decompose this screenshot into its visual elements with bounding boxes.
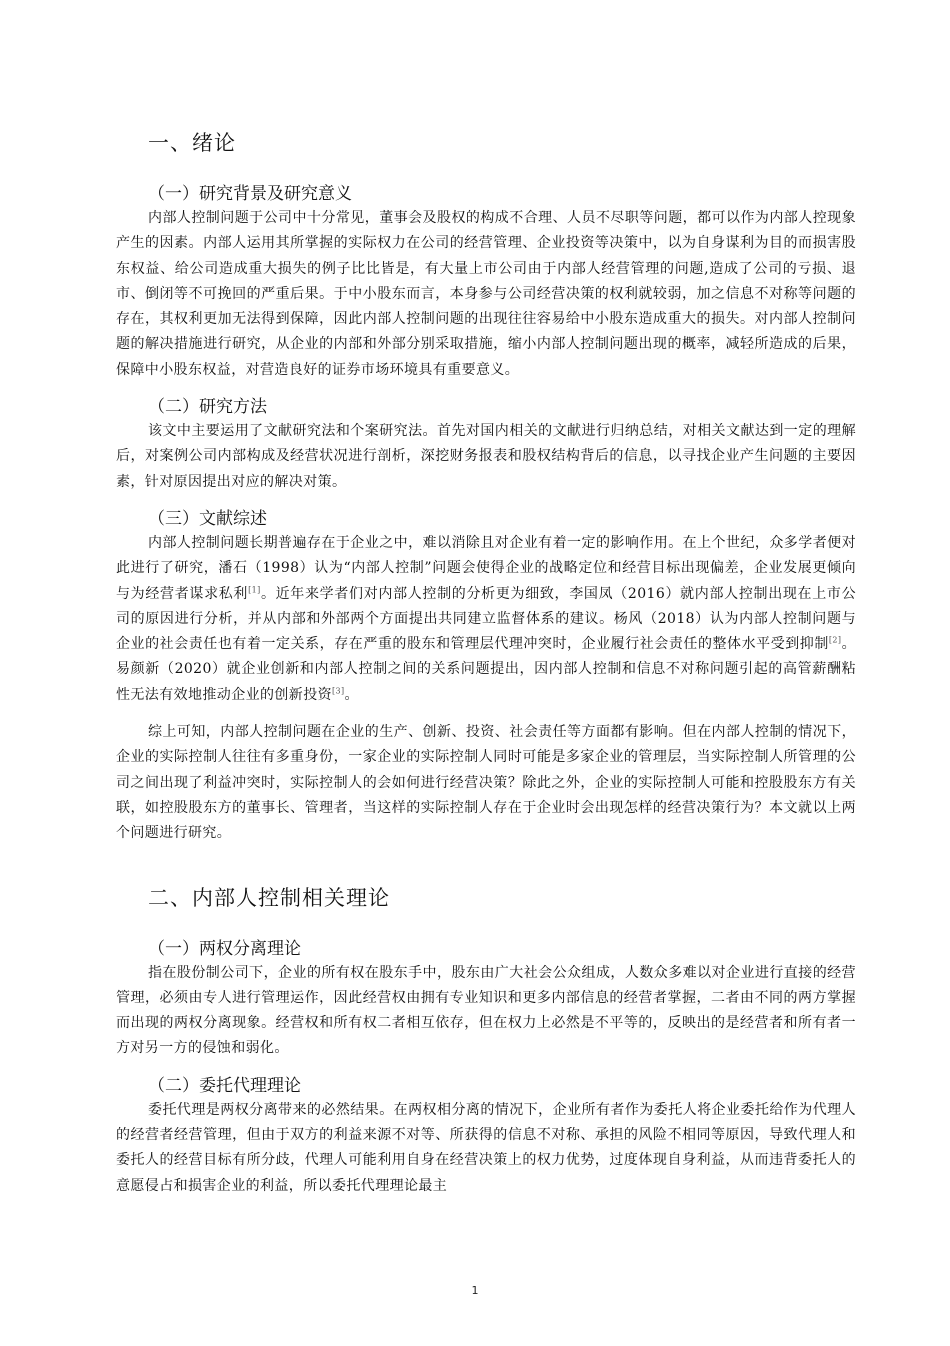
section-2-1-title: （一）两权分离理论 <box>148 938 301 959</box>
section-1-2-paragraph: 该文中主要运用了文献研究法和个案研究法。首先对国内相关的文献进行归纳总结，对相关文献达到一定的理解后，对案例公司内部构成及经营状况进行剖析，深挖财务报表和股权结构背后的信息，以寻找企业产生问题的主要因素，针对原因提出对应的解决对策。 <box>116 423 856 490</box>
section-2-1-paragraph: 指在股份制公司下，企业的所有权在股东手中，股东由广大社会公众组成，人数众多难以对企业进行直接的经营管理，必须由专人进行管理运作，因此经营权由拥有专业知识和更多内部信息的经营者掌握，二者由不同的两方掌握而出现的两权分离现象。经营权和所有权二者相互依存，但在权力上必然是不平等的，反映出的是经营者和所有者一方对另一方的侵蚀和弱化。 <box>116 964 856 1057</box>
section-1-1-title: （一）研究背景及研究意义 <box>148 184 352 204</box>
chapter-2-title: 二、内部人控制相关理论 <box>148 885 390 910</box>
page-content <box>116 126 856 1211</box>
citation-3[interactable]: [3] <box>332 686 345 696</box>
chapter-1-title: 一、绪论 <box>148 131 236 155</box>
section-2-2-title: （二）委托代理理论 <box>148 1075 301 1096</box>
section-1-2-title: （二）研究方法 <box>148 397 267 418</box>
section-1-3-title: （三）文献综述 <box>148 508 267 529</box>
paragraph-text: 内部人控制问题长期普遍存在于企业之中，难以消除且对企业有着一定的影响作用。在上个世纪，众多学者便对此进行了研究，潘石（1998）认为“内部人控制”问题会使得企业的战略定位和经营目标出现偏差，企业发展更倾向与为经营者谋求私利 <box>116 534 856 602</box>
paragraph-text: 。近年来学者们对内部人控制的分析更为细致，李国凤（2016）就内部人控制出现在上市公司的原因进行分析，并从内部和外部两个方面提出共同建立监督体系的建议。杨风（2018）认为内部人控制问题与企业的社会责任也有着一定关系，存在严重的股东和管理层代理冲突时，企业履行社会责任的整体水平受到抑制 <box>116 585 856 653</box>
citation-2[interactable]: [2] <box>828 635 842 645</box>
page-number: 1 <box>471 1284 479 1297</box>
citation-1[interactable]: [1] <box>248 584 261 594</box>
section-1-3-paragraph-2: 综上可知，内部人控制问题在企业的生产、创新、投资、社会责任等方面都有影响。但在内部人控制的情况下，企业的实际控制人往往有多重身份，一家企业的实际控制人同时可能是多家企业的管理层，当实际控制人所管理的公司之间出现了利益冲突时，实际控制人的会如何进行经营决策？除此之外，企业的实际控制人可能和控股股东方有关联，如控股股东方的董事长、管理者，当这样的实际控制人存在于企业时会出现怎样的经营决策行为？本文就以上两个问题进行研究。 <box>116 724 856 842</box>
section-1-3-paragraph-1 <box>116 531 856 708</box>
section-2-2-paragraph: 委托代理是两权分离带来的必然结果。在两权相分离的情况下，企业所有者作为委托人将企业委托给作为代理人的经营者经营管理，但由于双方的利益来源不对等、所获得的信息不对称、承担的风险不相同等原因，导致代理人和委托人的经营目标有所分歧，代理人可能利用自身在经营决策上的权力优势，过度体现自身利益，从而违背委托人的意愿侵占和损害企业的利益，所以委托代理理论最主 <box>116 1101 856 1194</box>
paragraph-text: 。 <box>344 686 359 703</box>
paragraph-text: 。易颜新（2020）就企业创新和内部人控制之间的关系问题提出，因内部人控制和信息不对称问题引起的高管薪酬粘性无法有效地推动企业的创新投资 <box>116 636 856 703</box>
section-1-1-paragraph: 内部人控制问题于公司中十分常见，董事会及股权的构成不合理、人员不尽职等问题，都可以作为内部人控现象产生的因素。内部人运用其所掌握的实际权力在公司的经营管理、企业投资等决策中，以为自身谋利为目的而损害股东权益、给公司造成重大损失的例子比比皆是，有大量上市公司由于内部人经营管理的问题,造成了公司的亏损、退市、倒闭等不可挽回的严重后果。于中小股东而言，本身参与公司经营决策的权利就较弱，加之信息不对称等问题的存在，其权利更加无法得到保障，因此内部人控制问题的出现往往容易给中小股东造成重大的损失。对内部人控制问题的解决措施进行研究，从企业的内部和外部分别采取措施，缩小内部人控制问题出现的概率，减轻所造成的后果，保障中小股东权益，对营造良好的证券市场环境具有重要意义。 <box>116 210 856 378</box>
